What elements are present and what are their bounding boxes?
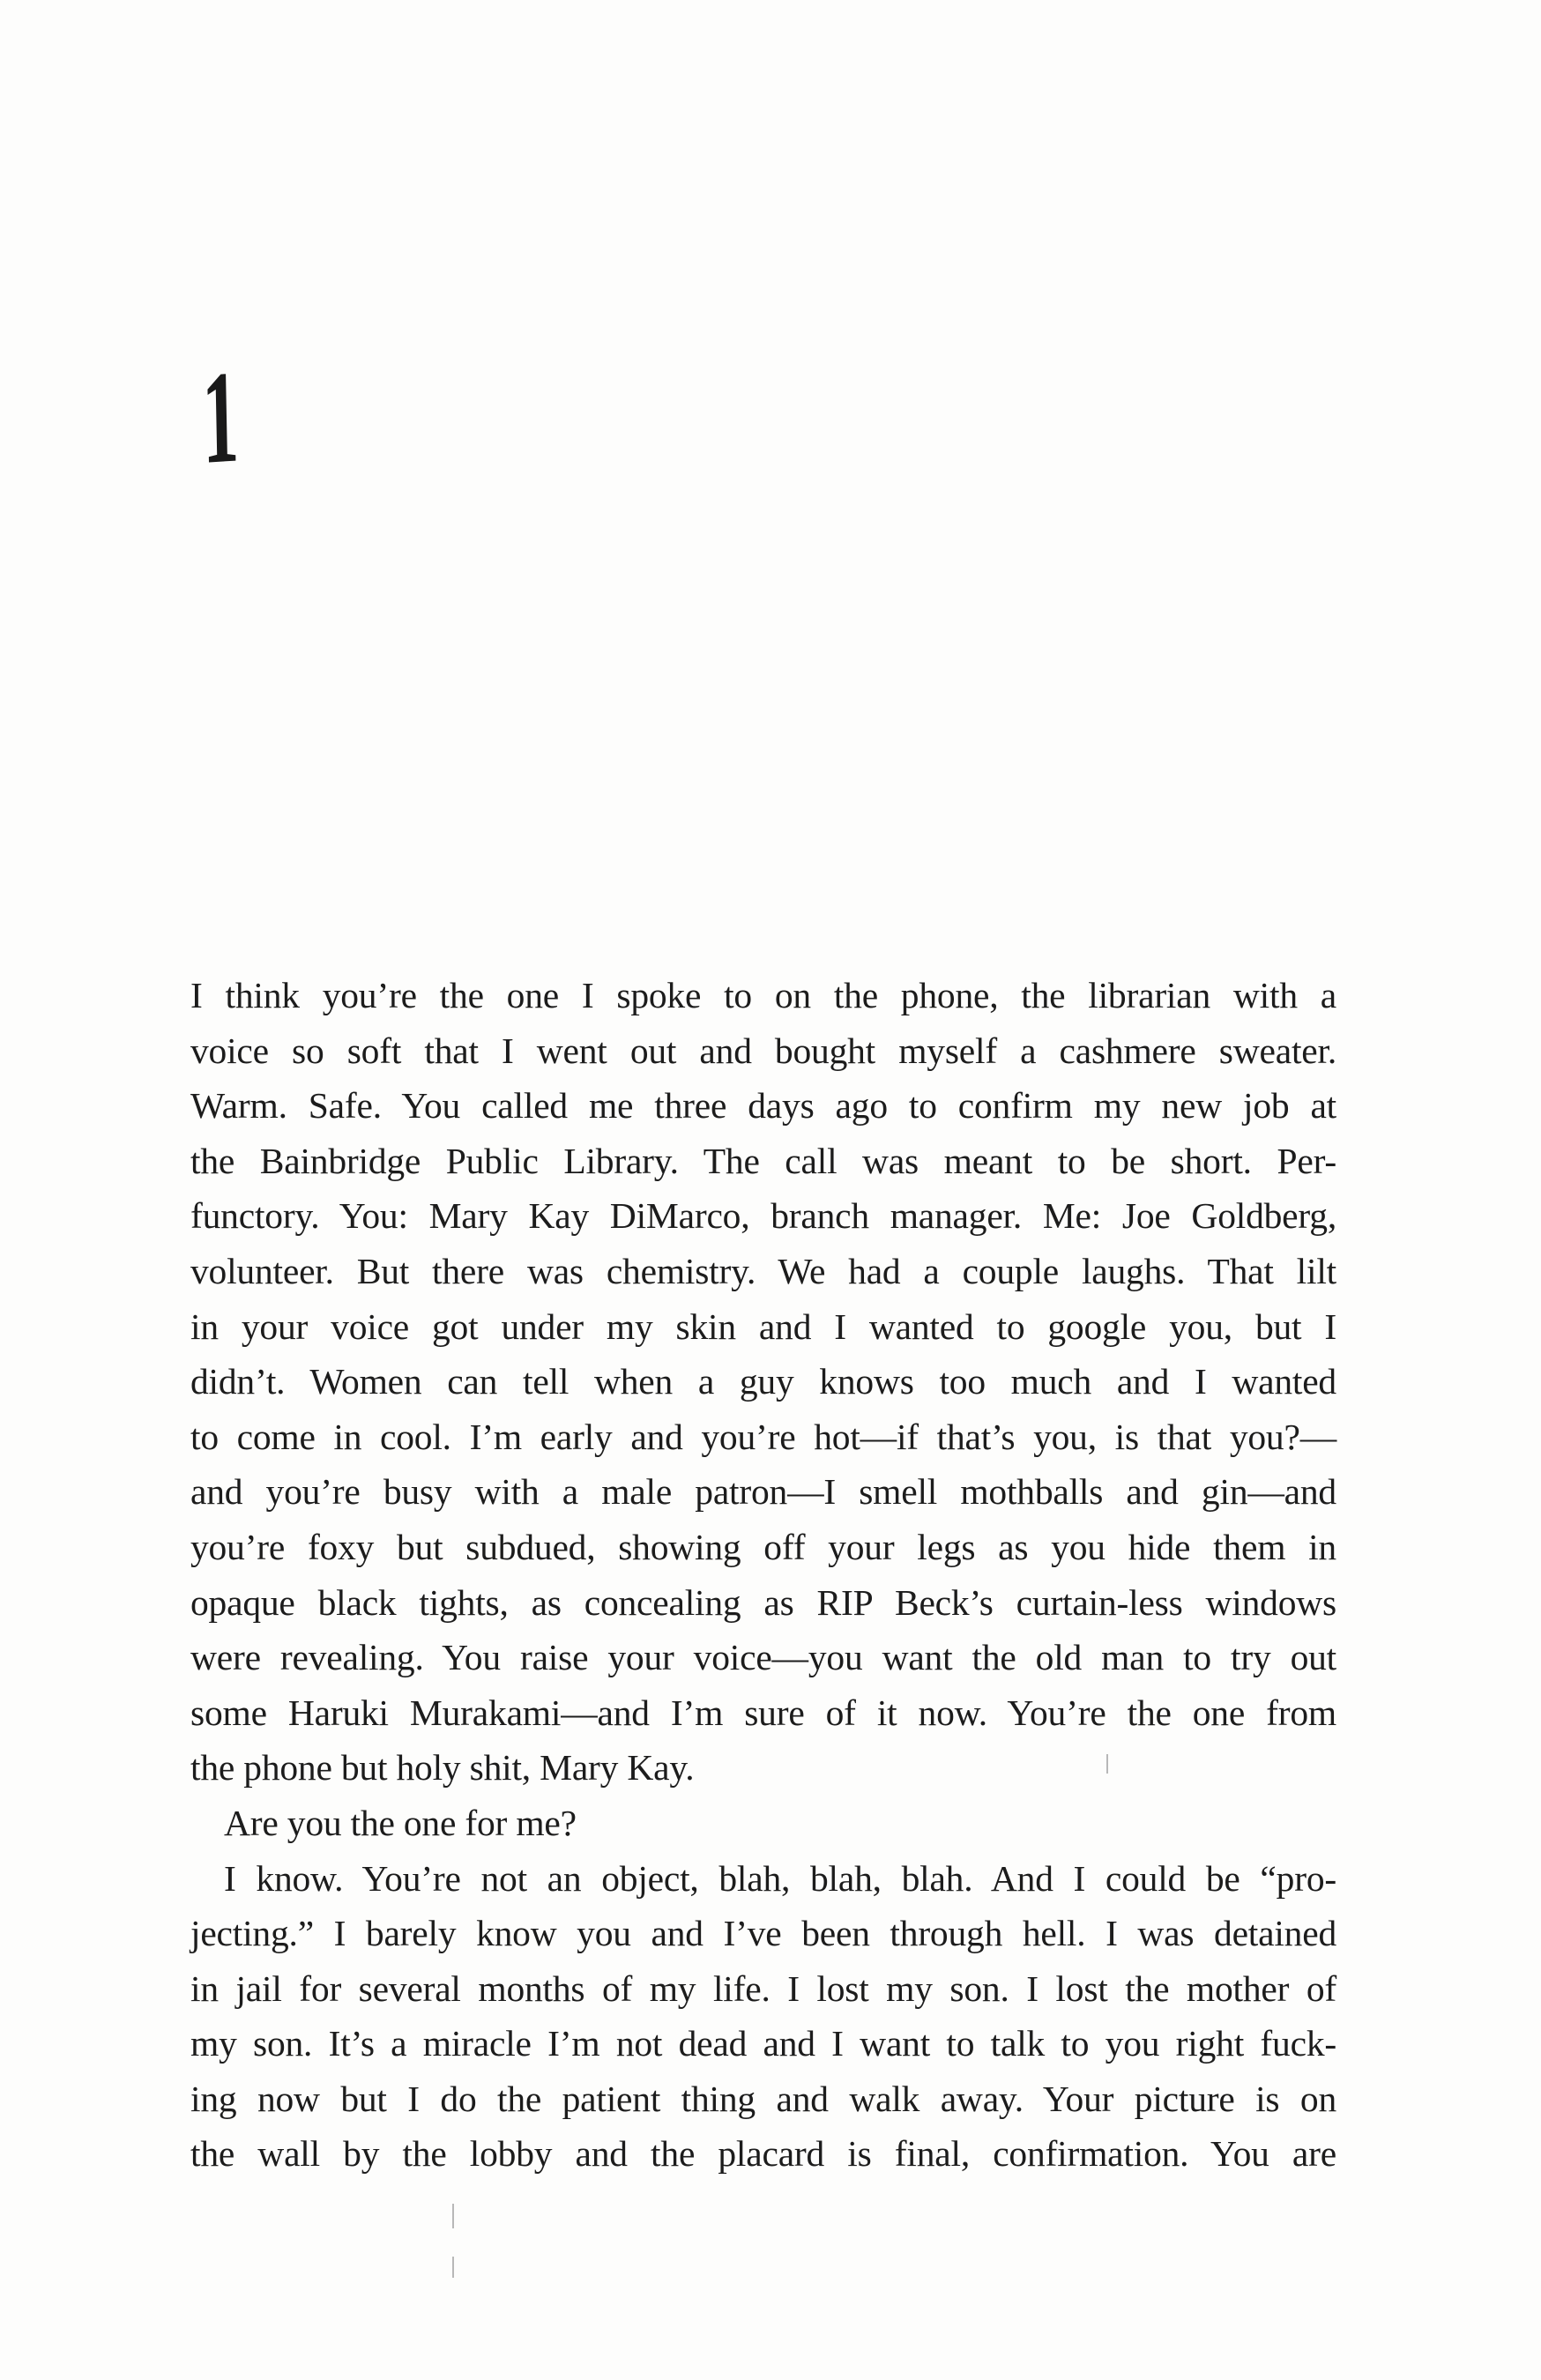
text-line: didn’t. Women can tell when a guy knows too much and I wanted bbox=[190, 1361, 1336, 1402]
text-line: I know. You’re not an object, blah, blah, blah. And I could be “pro- bbox=[224, 1857, 1336, 1899]
text-line: you’re foxy but subdued, showing off your legs as you hide them in bbox=[190, 1526, 1336, 1567]
text-line: were revealing. You raise your voice—you want the old man to try out bbox=[190, 1637, 1336, 1678]
body-text bbox=[190, 968, 1336, 2182]
text-line: Are you the one for me? bbox=[224, 1802, 577, 1843]
text-line: in your voice got under my skin and I wanted to google you, but I bbox=[190, 1305, 1336, 1347]
text-line: to come in cool. I’m early and you’re hot—if that’s you, is that you?— bbox=[190, 1416, 1336, 1457]
text-line: the wall by the lobby and the placard is final, confirmation. You are bbox=[190, 2133, 1336, 2175]
text-line: Warm. Safe. You called me three days ago to confirm my new job at bbox=[190, 1085, 1336, 1127]
text-line: I think you’re the one I spoke to on the phone, the librarian with a bbox=[190, 975, 1336, 1015]
text-line: opaque black tights, as concealing as RIP Beck’s curtain-less windows bbox=[190, 1581, 1336, 1623]
chapter-number: 1 bbox=[200, 343, 241, 492]
text-line: the Bainbridge Public Library. The call was meant to be short. Per- bbox=[190, 1140, 1336, 1181]
scan-mark bbox=[452, 2204, 454, 2228]
text-line: volunteer. But there was chemistry. We had a couple laughs. That lilt bbox=[190, 1250, 1336, 1291]
text-line: the phone but holy shit, Mary Kay. bbox=[190, 1747, 695, 1789]
scan-mark bbox=[452, 2257, 454, 2278]
text-line: ing now but I do the patient thing and walk away. Your picture is on bbox=[190, 2078, 1336, 2119]
text-line: jecting.” I barely know you and I’ve been through hell. I was detained bbox=[190, 1913, 1336, 1954]
text-line: in jail for several months of my life. I lost my son. I lost the mother of bbox=[190, 1967, 1336, 2009]
text-line: my son. It’s a miracle I’m not dead and I want to talk to you right fuck- bbox=[190, 2023, 1336, 2064]
text-line: some Haruki Murakami—and I’m sure of it now. You’re the one from bbox=[190, 1692, 1336, 1733]
scan-mark bbox=[1106, 1754, 1108, 1774]
text-line: voice so soft that I went out and bought myself a cashmere sweater. bbox=[190, 1030, 1336, 1071]
text-line: and you’re busy with a male patron—I smell mothballs and gin—and bbox=[190, 1471, 1336, 1513]
text-line: functory. You: Mary Kay DiMarco, branch manager. Me: Joe Goldberg, bbox=[190, 1195, 1336, 1237]
